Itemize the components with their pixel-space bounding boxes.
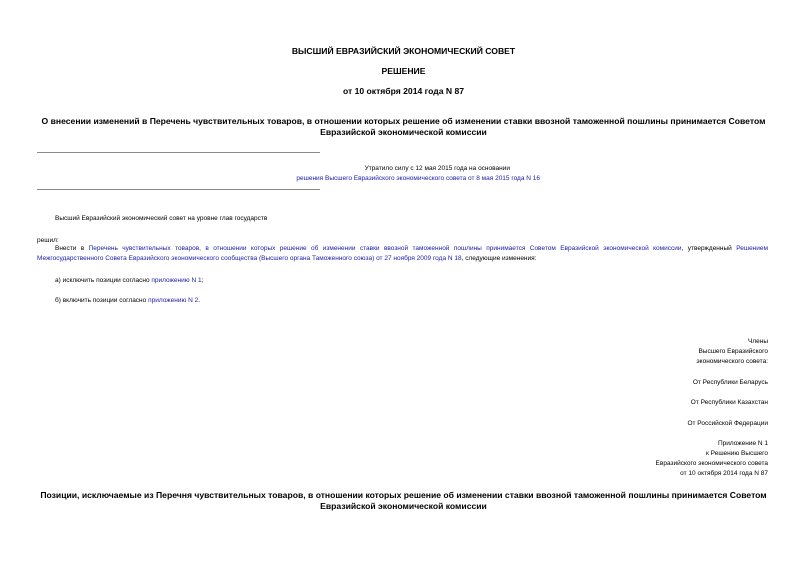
signature-belarus: От Республики Беларусь bbox=[692, 379, 768, 386]
appendix-title: Позиции, исключаемые из Перечня чувствительных товаров, в отношении которых решение об изменении ставки ввозной таможенной пошлины принимается Советом Евразийской экономической комиссии bbox=[40, 490, 767, 511]
appendix-line-2: к Решению Высшего bbox=[706, 450, 768, 457]
item-a-end: ; bbox=[201, 277, 204, 284]
date-number-heading: от 10 октября 2014 года N 87 bbox=[342, 86, 465, 96]
appendix-line-1: Приложение N 1 bbox=[717, 440, 768, 447]
item-b-end: . bbox=[198, 297, 201, 304]
bottom-divider bbox=[37, 189, 320, 190]
status-note-link[interactable]: решения Высшего Евразийского экономического совета от 8 мая 2015 года N 16 bbox=[296, 175, 540, 182]
appendix-1-link[interactable]: приложению N 1 bbox=[151, 277, 202, 284]
decided-label: решил: bbox=[37, 237, 59, 244]
signature-kazakhstan: От Республики Казахстан bbox=[690, 399, 768, 406]
p1-prefix: Внести в bbox=[55, 245, 85, 252]
appendix-line-3: Евразийского экономического совета bbox=[655, 460, 768, 467]
members-line-3: экономического совета: bbox=[696, 358, 768, 365]
doc-type-heading: РЕШЕНИЕ bbox=[381, 66, 426, 76]
intro-text: Высший Евразийский экономический совет на уровне глав государств bbox=[55, 215, 268, 222]
p1-suffix: , следующие изменения: bbox=[461, 254, 537, 262]
interstate-council-decision-link[interactable]: Решением Межгосударственного Совета Евразийского экономического сообщества (Высшего органа Таможенного союза) от 27 ноября 2009 года N 18 bbox=[37, 245, 768, 262]
p1-mid: , утвержденный bbox=[681, 245, 732, 252]
item-a-text: а) исключить позиции согласно bbox=[55, 277, 150, 284]
main-paragraph bbox=[37, 244, 768, 263]
council-heading: ВЫСШИЙ ЕВРАЗИЙСКИЙ ЭКОНОМИЧЕСКИЙ СОВЕТ bbox=[291, 46, 516, 56]
top-divider bbox=[37, 152, 320, 153]
signature-russia: От Российской Федерации bbox=[687, 420, 768, 427]
members-line-1: Члены bbox=[747, 338, 768, 345]
item-a bbox=[55, 276, 203, 285]
item-b bbox=[55, 296, 200, 305]
appendix-line-4: от 10 октября 2014 года N 87 bbox=[680, 470, 768, 477]
document-title: О внесении изменений в Перечень чувствительных товаров, в отношении которых решение об изменении ставки ввозной таможенной пошлины принимается Советом Евразийской экономической комиссии bbox=[41, 116, 766, 137]
sensitive-goods-list-link[interactable]: Перечень чувствительных товаров, в отношении которых решение об изменении ставки ввозной таможенной пошлины принимается Советом Евразийской экономической комиссии bbox=[88, 245, 682, 252]
item-b-text: б) включить позиции согласно bbox=[55, 297, 147, 304]
members-line-2: Высшего Евразийского bbox=[698, 348, 768, 355]
appendix-2-link[interactable]: приложению N 2 bbox=[148, 297, 199, 304]
status-note-text: Утратило силу с 12 мая 2015 года на основании bbox=[364, 165, 510, 172]
